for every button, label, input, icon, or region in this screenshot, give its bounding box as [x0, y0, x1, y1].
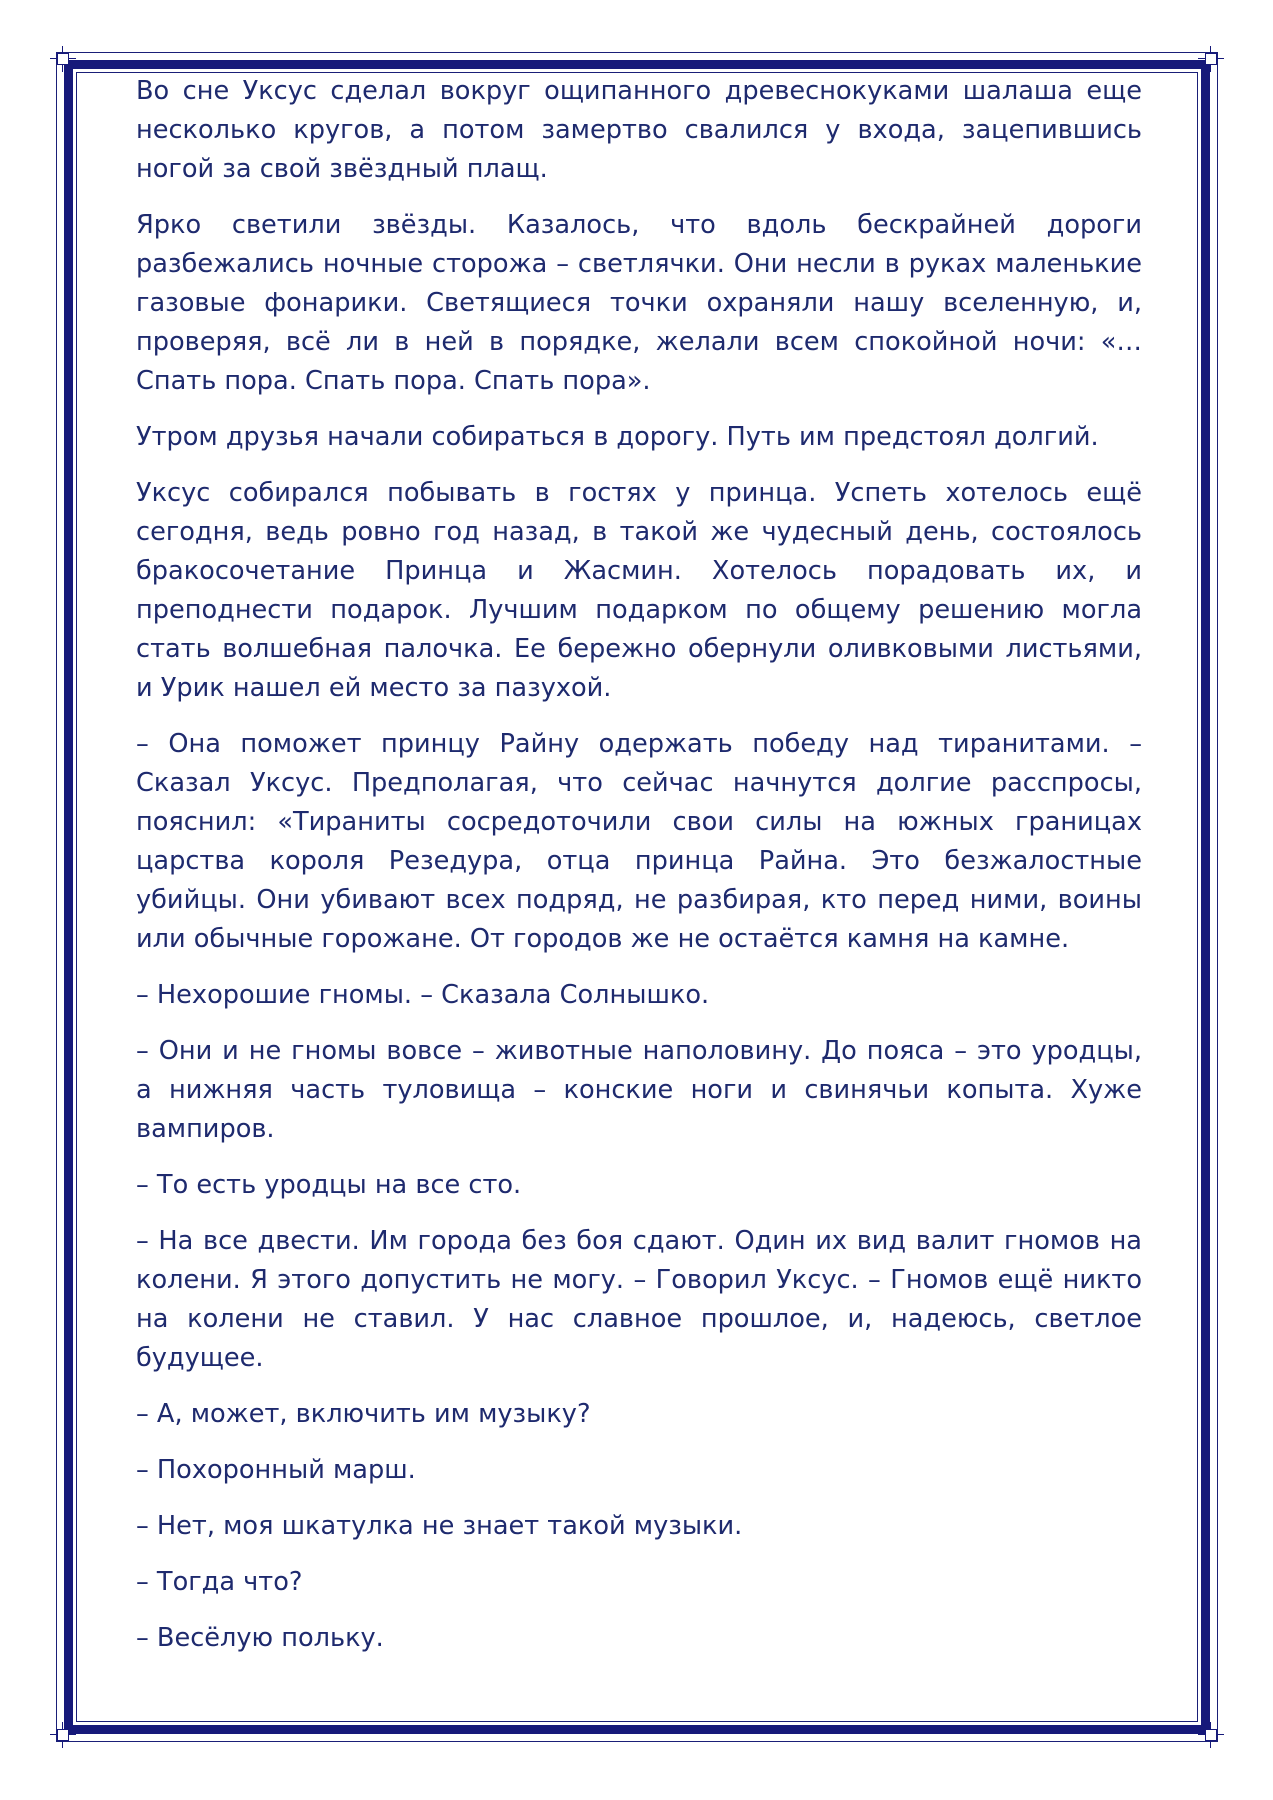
- body-text: [136, 72, 1142, 1675]
- dialogue-line: – Тогда что?: [136, 1567, 303, 1597]
- paragraph: Ярко светили звёзды. Казалось, что вдоль бескрайней дороги разбежались ночные сторожа – светлячки. Они несли в руках маленькие газовые фонарики. Светящиеся точки охраняли нашу вселенную, и, проверяя, всё ли в ней в порядке, желали всем спокойной ночи: «… Спать пора. Спать пора. Спать пора».: [136, 210, 1142, 396]
- dialogue-line: – Нехорошие гномы. – Сказала Солнышко.: [136, 980, 710, 1010]
- dialogue-line: – Нет, моя шкатулка не знает такой музыки.: [136, 1511, 743, 1541]
- frame-corner-ornament: [1198, 46, 1224, 72]
- frame-corner-ornament: [1198, 1722, 1224, 1748]
- dialogue-line: – То есть уродцы на все сто.: [136, 1170, 522, 1200]
- dialogue-line: – На все двести. Им города без боя сдают. Один их вид валит гномов на колени. Я этого допустить не могу. – Говорил Уксус. – Гномов ещё никто на колени не ставил. У нас славное прошлое, и, надеюсь, светлое будущее.: [136, 1226, 1142, 1373]
- dialogue-line: – Весёлую польку.: [136, 1623, 384, 1653]
- paragraph: – Она поможет принцу Райну одержать победу над тиранитами. – Сказал Уксус. Предполагая, что сейчас начнутся долгие расспросы, пояснил: «Тираниты сосредоточили свои силы на южных границах царства короля Резедура, отца принца Райна. Это безжалостные убийцы. Они убивают всех подряд, не разбирая, кто перед ними, воины или обычные горожане. От городов же не остаётся камня на камне.: [136, 729, 1142, 954]
- dialogue-line: – Они и не гномы вовсе – животные наполовину. До пояса – это уродцы, а нижняя часть туловища – конские ноги и свинячьи копыта. Хуже вампиров.: [136, 1036, 1142, 1144]
- frame-corner-ornament: [50, 1722, 76, 1748]
- paragraph: Во сне Уксус сделал вокруг ощипанного древеснокуками шалаша еще несколько кругов, а потом замертво свалился у входа, зацепившись ногой за свой звёздный плащ.: [136, 76, 1142, 184]
- dialogue-line: – Похоронный марш.: [136, 1455, 416, 1485]
- dialogue-line: – А, может, включить им музыку?: [136, 1399, 591, 1429]
- paragraph: Уксус собирался побывать в гостях у принца. Успеть хотелось ещё сегодня, ведь ровно год назад, в такой же чудесный день, состоялось бракосочетание Принца и Жасмин. Хотелось порадовать их, и преподнести подарок. Лучшим подарком по общему решению могла стать волшебная палочка. Ее бережно обернули оливковыми листьями, и Урик нашел ей место за пазухой.: [136, 478, 1142, 703]
- frame-corner-ornament: [50, 46, 76, 72]
- paragraph: Утром друзья начали собираться в дорогу. Путь им предстоял долгий.: [136, 422, 1099, 452]
